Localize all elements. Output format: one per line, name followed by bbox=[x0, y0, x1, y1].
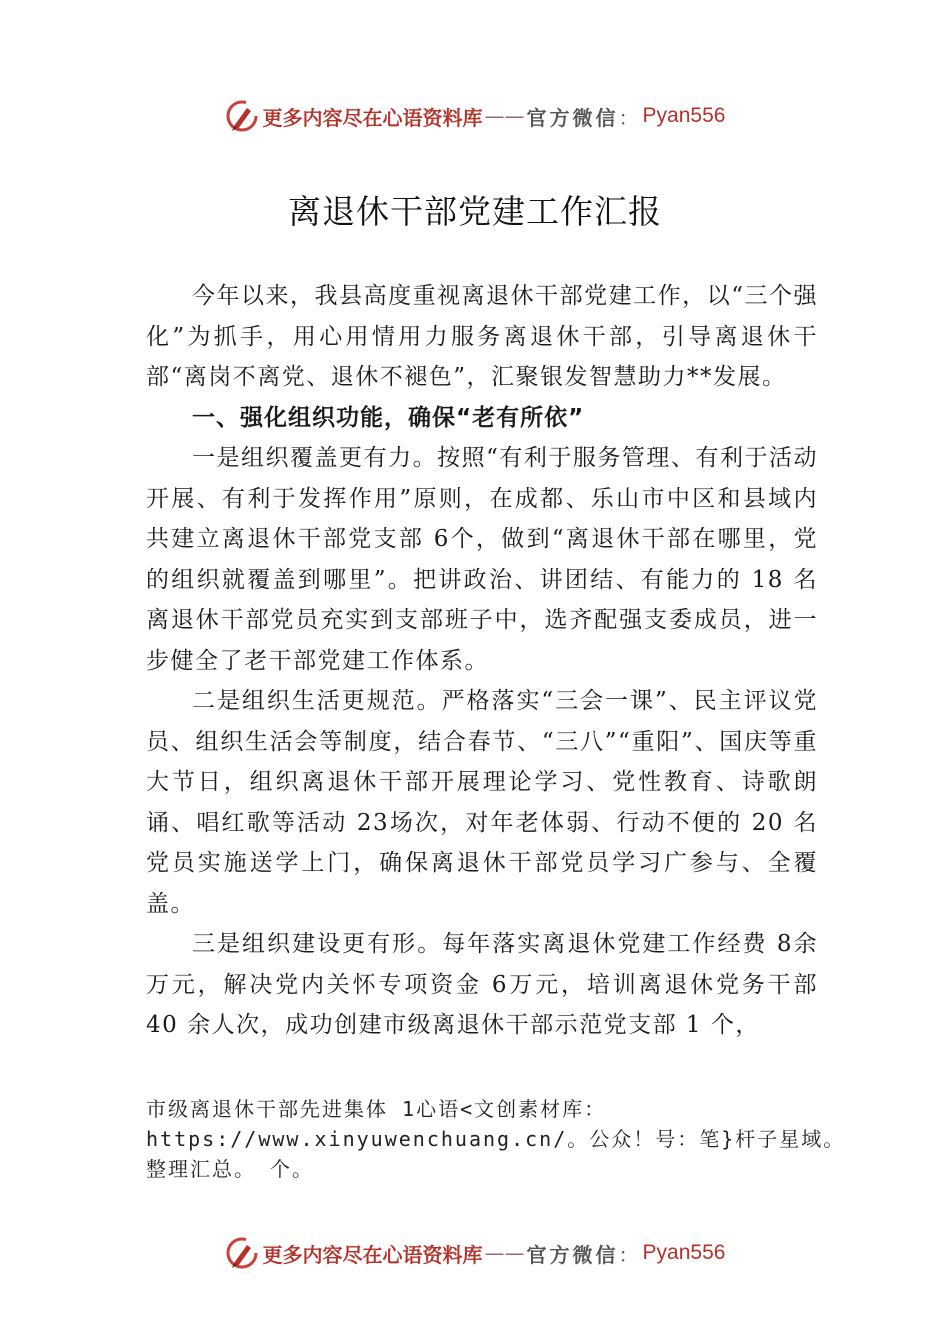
banner-colon: ： bbox=[618, 1242, 639, 1267]
document-body bbox=[146, 276, 818, 1046]
banner-text: 更多内容尽在心语资料库 bbox=[262, 1242, 483, 1267]
body-paragraph: 三是组织建设更有形。每年落实离退休党建工作经费 8余万元，解决党内关怀专项资金 6万元，培训离退休党务干部 40 余人次，成功创建市级离退休干部示范党支部 1 个， bbox=[146, 931, 818, 1038]
document-tail bbox=[146, 1094, 866, 1184]
document-title: 离退休干部党建工作汇报 bbox=[288, 192, 662, 231]
banner-wechat-label: 官方微信 bbox=[526, 105, 619, 130]
tail-line: 整理汇总。 个。 bbox=[146, 1157, 315, 1181]
section-heading: 一、强化组织功能，确保“老有所依” bbox=[192, 404, 585, 431]
tail-line: 市级离退休干部先进集体 1心语<文创素材库： bbox=[146, 1097, 607, 1121]
watermark-banner-top bbox=[0, 96, 950, 136]
banner-dash: —— bbox=[484, 104, 525, 128]
banner-wechat-id: Pyan556 bbox=[642, 104, 726, 127]
tail-url-line: https://www.xinyuwenchuang.cn/。公众！号：笔}杆子星域。 bbox=[146, 1127, 846, 1151]
banner-wechat-label: 官方微信 bbox=[526, 1242, 619, 1267]
banner-dash: —— bbox=[484, 1241, 525, 1265]
banner-colon: ： bbox=[618, 105, 639, 130]
banner-text: 更多内容尽在心语资料库 bbox=[262, 105, 483, 130]
intro-paragraph: 今年以来，我县高度重视离退休干部党建工作，以“三个强化”为抓手，用心用情用力服务离退休干部，引导离退休干部“离岗不离党、退休不褪色”，汇聚银发智慧助力**发展。 bbox=[146, 283, 818, 390]
pen-logo-icon bbox=[225, 99, 259, 133]
body-paragraph: 一是组织覆盖更有力。按照“有利于服务管理、有利于活动开展、有利于发挥作用”原则，在成都、乐山市中区和县域内共建立离退休干部党支部 6个，做到“离退休干部在哪里，党的组织就覆盖到哪里”。把讲政治、讲团结、有能力的 18 名离退休干部党员充实到支部班子中，选齐配强支委成员，进一步健全了老干部党建工作体系。 bbox=[146, 445, 818, 674]
watermark-banner-bottom bbox=[0, 1233, 950, 1273]
body-paragraph: 二是组织生活更规范。严格落实“三会一课”、民主评议党员、组织生活会等制度，结合春节、“三八”“重阳”、国庆等重大节日，组织离退休干部开展理论学习、党性教育、诗歌朗诵、唱红歌等活动 23场次，对年老体弱、行动不便的 20 名党员实施送学上门，确保离退休干部党员学习广参与、全覆盖。 bbox=[146, 688, 818, 917]
banner-wechat-id: Pyan556 bbox=[642, 1241, 726, 1264]
pen-logo-icon bbox=[225, 1236, 259, 1270]
